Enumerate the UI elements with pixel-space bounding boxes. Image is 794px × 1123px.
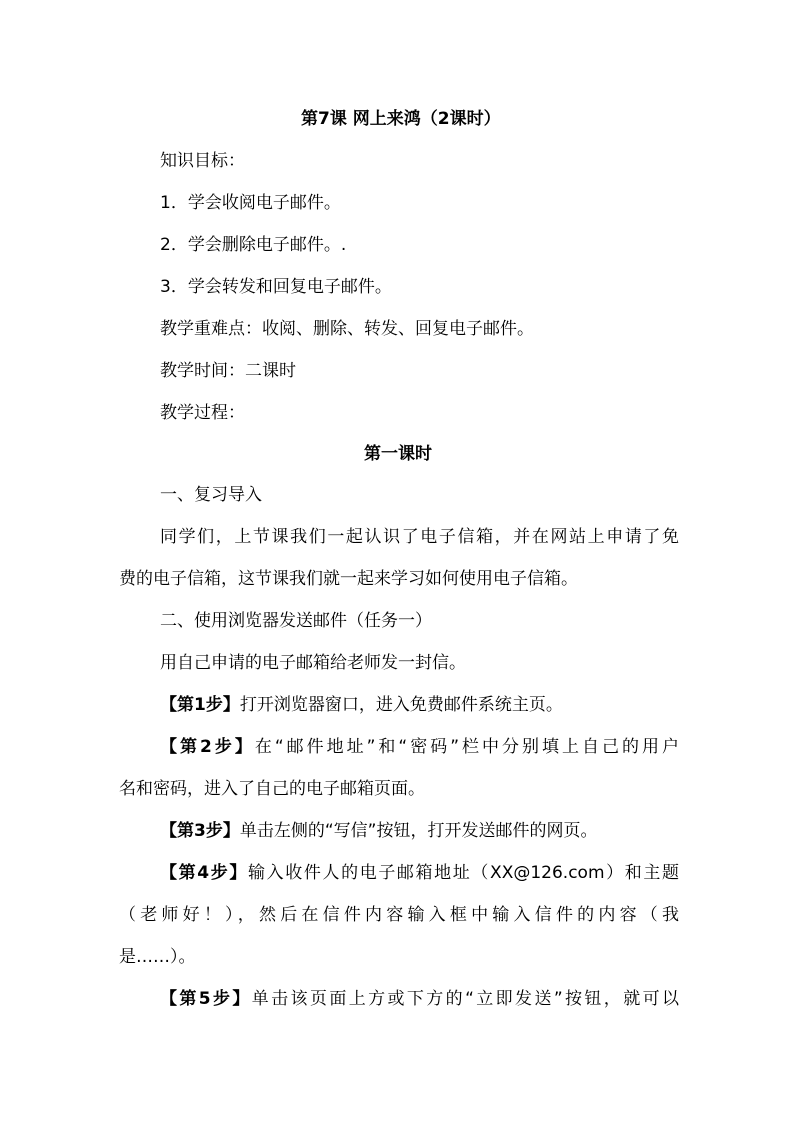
intro-paragraph-line-2: 费的电子信箱，这节课我们就一起来学习如何使用电子信箱。 [119, 569, 578, 589]
step-5-text-line-1: 单击该页面上方或下方的“立即发送”按钮，就可以 [251, 989, 679, 1009]
step-5-label: 【第5步】 [160, 989, 252, 1009]
step-4-line-1 [160, 862, 679, 884]
goal-item-2: 2．学会删除电子邮件。. [160, 235, 347, 255]
task-intro: 用自己申请的电子邮箱给老师发一封信。 [160, 653, 466, 673]
key-points: 教学重难点：收阅、删除、转发、回复电子邮件。 [160, 319, 534, 339]
intro-paragraph-line-1: 同学们，上节课我们一起认识了电子信箱，并在网站上申请了免 [160, 527, 679, 547]
step-2-line-1 [160, 736, 679, 758]
step-3 [160, 820, 597, 842]
step-2-label: 【第2步】 [160, 737, 255, 757]
section-review-heading: 一、复习导入 [160, 485, 262, 505]
teaching-process-label: 教学过程： [160, 403, 245, 423]
step-4-text-line-1: 输入收件人的电子邮箱地址（XX@126.com）和主题 [247, 863, 679, 883]
step-1-text: 打开浏览器窗口，进入免费邮件系统主页。 [239, 695, 563, 715]
step-4-text-line-3: 是……）。 [119, 947, 196, 967]
step-4-label: 【第4步】 [160, 863, 248, 883]
lesson-one-heading: 第一课时 [364, 444, 432, 464]
step-2-text-line-1: 在“邮件地址”和“密码”栏中分别填上自己的用户 [254, 737, 679, 757]
knowledge-goals-label: 知识目标： [160, 151, 245, 171]
section-send-mail-heading: 二、使用浏览器发送邮件（任务一） [160, 611, 432, 631]
step-4-text-line-2: （老师好！），然后在信件内容输入框中输入信件的内容（我 [119, 905, 679, 925]
goal-item-3: 3．学会转发和回复电子邮件。 [160, 277, 392, 297]
step-5-line-1 [160, 988, 679, 1010]
teaching-time: 教学时间：二课时 [160, 361, 296, 381]
step-1 [160, 694, 563, 716]
step-1-label: 【第1步】 [160, 695, 240, 715]
step-2-text-line-2: 名和密码，进入了自己的电子邮箱页面。 [119, 779, 425, 799]
step-3-label: 【第3步】 [160, 821, 240, 841]
step-3-text: 单击左侧的“写信”按钮，打开发送邮件的网页。 [239, 821, 598, 841]
lesson-title: 第7课 网上来鸿（2课时） [301, 109, 501, 129]
goal-item-1: 1．学会收阅电子邮件。 [160, 193, 341, 213]
